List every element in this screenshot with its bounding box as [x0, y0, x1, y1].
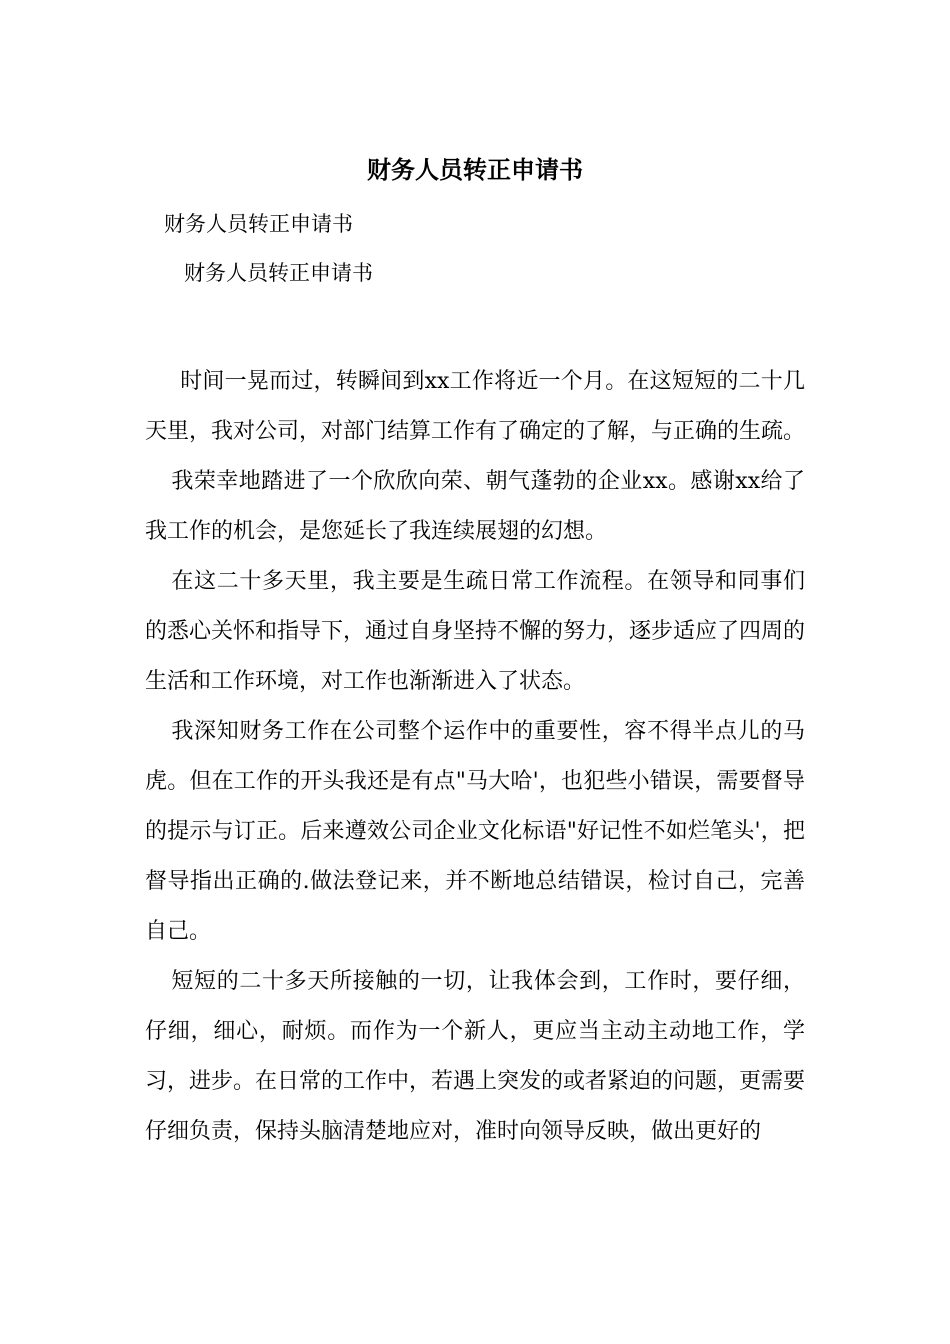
paragraph-1: 时间一晃而过，转瞬间到xx工作将近一个月。在这短短的二十几天里，我对公司，对部门结算工作有了确定的了解，与正确的生疏。: [145, 369, 806, 444]
document-body: [145, 357, 805, 1157]
paragraph-2: 我荣幸地踏进了一个欣欣向荣、朝气蓬勃的企业xx。感谢xx给了我工作的机会，是您延长了我连续展翅的幻想。: [145, 469, 805, 544]
subheading-2: 财务人员转正申请书: [184, 261, 373, 285]
paragraph-4: 我深知财务工作在公司整个运作中的重要性，容不得半点儿的马虎。但在工作的开头我还是有点"马大哈'，也犯些小错误，需要督导的提示与订正。后来遵效公司企业文化标语"好记性不如烂笔头'，把督导指出正确的.做法登记来，并不断地总结错误，检讨自己，完善自己。: [145, 719, 805, 944]
document-title: 财务人员转正申请书: [367, 155, 583, 184]
subheading-1: 财务人员转正申请书: [164, 212, 353, 236]
paragraph-3: 在这二十多天里，我主要是生疏日常工作流程。在领导和同事们的悉心关怀和指导下，通过自身坚持不懈的努力，逐步适应了四周的生活和工作环境，对工作也渐渐进入了状态。: [145, 569, 806, 694]
paragraph-5: 短短的二十多天所接触的一切，让我体会到，工作时，要仔细，仔细，细心，耐烦。而作为一个新人，更应当主动主动地工作，学习，进步。在日常的工作中，若遇上突发的或者紧迫的问题，更需要仔细负责，保持头脑清楚地应对，准时向领导反映，做出更好的: [145, 969, 806, 1144]
